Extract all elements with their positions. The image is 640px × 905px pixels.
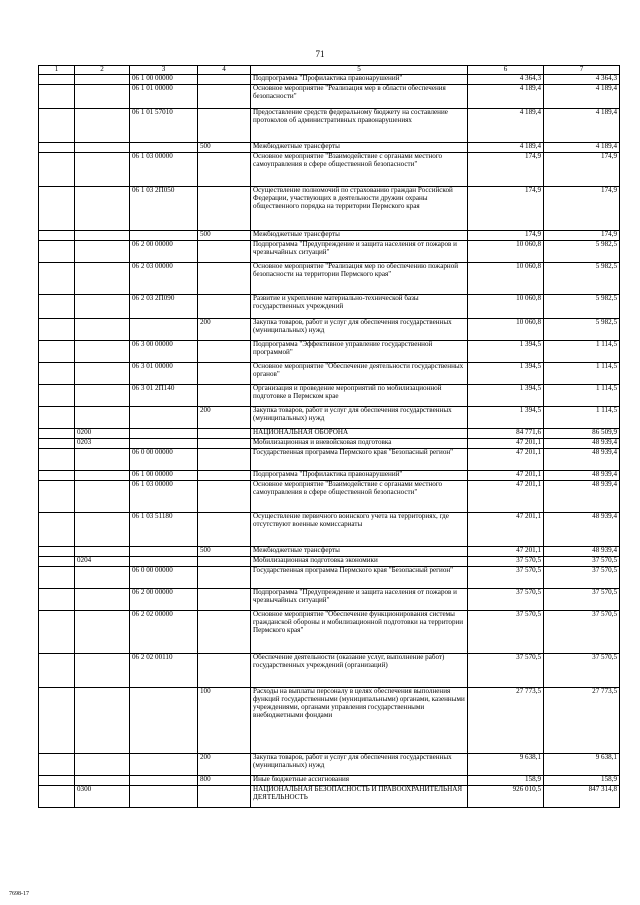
table-cell-col5: Предоставление средств федеральному бюджету на составление протоколов об административных правонарушениях: [251, 109, 468, 143]
table-cell-col5: Основное мероприятие "Взаимодействие с органами местного самоуправления в сфере общественной безопасности": [251, 481, 468, 513]
table-cell-col7: 5 982,5: [544, 263, 620, 295]
table-cell-col3: 06 1 01 57010: [130, 109, 198, 143]
table-cell-col5: Иные бюджетные ассигнования: [251, 776, 468, 786]
table-cell-col4: 100: [198, 688, 251, 754]
table-cell-col4: [198, 363, 251, 385]
table-cell-col6: 37 570,5: [468, 567, 544, 589]
table-cell-col6: 47 201,1: [468, 513, 544, 547]
table-cell-col2: [75, 547, 130, 557]
table-cell-col1: [39, 75, 75, 85]
table-row: [39, 363, 620, 385]
column-header: 1: [39, 66, 75, 75]
table-cell-col4: [198, 241, 251, 263]
table-cell-col5: Межбюджетные трансферты: [251, 231, 468, 241]
table-cell-col2: [75, 109, 130, 143]
table-cell-col2: [75, 363, 130, 385]
table-cell-col3: 06 0 00 00000: [130, 567, 198, 589]
table-row: [39, 75, 620, 85]
table-cell-col4: [198, 429, 251, 439]
table-cell-col7: 37 570,5: [544, 654, 620, 688]
table-cell-col5: Межбюджетные трансферты: [251, 547, 468, 557]
table-cell-col3: 06 2 02 00000: [130, 611, 198, 654]
table-cell-col1: [39, 263, 75, 295]
table-cell-col6: 37 570,5: [468, 589, 544, 611]
table-body: [39, 75, 620, 808]
table-cell-col5: Расходы на выплаты персоналу в целях обеспечения выполнения функций государственными (муниципальными) органами, казенными учреждениями, органами управления государственными внебюджетными фондами: [251, 688, 468, 754]
table-cell-col1: [39, 786, 75, 808]
table-cell-col7: 847 314,8: [544, 786, 620, 808]
page-number: 71: [315, 49, 325, 59]
table-cell-col7: 48 939,4: [544, 513, 620, 547]
budget-table: [38, 65, 620, 808]
table-cell-col6: 37 570,5: [468, 654, 544, 688]
table-cell-col2: [75, 75, 130, 85]
table-cell-col5: Основное мероприятие "Взаимодействие с органами местного самоуправления в сфере общественной безопасности": [251, 153, 468, 187]
table-cell-col5: Осуществление полномочий по страхованию граждан Российской Федерации, участвующих в деятельности дружин охраны общественного порядка на территории Пермского края: [251, 187, 468, 231]
column-header: 3: [130, 66, 198, 75]
table-cell-col5: Государственная программа Пермского края "Безопасный регион": [251, 567, 468, 589]
table-cell-col6: 9 638,1: [468, 754, 544, 776]
table-row: [39, 481, 620, 513]
table-cell-col5: Подпрограмма "Предупреждение и защита населения от пожаров и чрезвычайных ситуаций": [251, 241, 468, 263]
table-cell-col3: 06 2 03 2П090: [130, 295, 198, 319]
table-cell-col4: [198, 187, 251, 231]
table-cell-col7: 5 982,5: [544, 241, 620, 263]
table-cell-col7: 158,9: [544, 776, 620, 786]
table-cell-col5: Основное мероприятие "Обеспечение деятельности государственных органов": [251, 363, 468, 385]
table-cell-col2: [75, 385, 130, 407]
table-cell-col4: [198, 611, 251, 654]
table-cell-col6: 1 394,5: [468, 363, 544, 385]
table-cell-col3: [130, 429, 198, 439]
table-row: [39, 654, 620, 688]
table-cell-col5: Обеспечение деятельности (оказание услуг, выполнение работ) государственных учреждений (организаций): [251, 654, 468, 688]
table-cell-col5: Организация и проведение мероприятий по мобилизационной подготовке в Пермском крае: [251, 385, 468, 407]
table-cell-col4: 200: [198, 407, 251, 429]
table-cell-col2: [75, 567, 130, 589]
table-cell-col2: [75, 654, 130, 688]
table-row: [39, 439, 620, 449]
table-cell-col3: [130, 754, 198, 776]
table-cell-col7: 48 939,4: [544, 449, 620, 471]
table-cell-col6: 37 570,5: [468, 557, 544, 567]
table-cell-col6: 47 201,1: [468, 439, 544, 449]
table-cell-col2: [75, 688, 130, 754]
table-cell-col3: [130, 407, 198, 429]
table-cell-col2: [75, 85, 130, 109]
table-cell-col7: 37 570,5: [544, 557, 620, 567]
table-cell-col6: 174,9: [468, 231, 544, 241]
column-header: 5: [251, 66, 468, 75]
table-cell-col2: [75, 754, 130, 776]
table-cell-col6: 1 394,5: [468, 341, 544, 363]
table-cell-col2: [75, 471, 130, 481]
table-cell-col7: 37 570,5: [544, 611, 620, 654]
table-header-row: [39, 66, 620, 75]
table-row: [39, 688, 620, 754]
table-cell-col6: 158,9: [468, 776, 544, 786]
table-cell-col3: [130, 231, 198, 241]
table-cell-col5: Подпрограмма "Предупреждение и защита населения от пожаров и чрезвычайных ситуаций": [251, 589, 468, 611]
table-cell-col2: 0203: [75, 439, 130, 449]
table-cell-col2: [75, 407, 130, 429]
table-cell-col4: [198, 567, 251, 589]
table-cell-col3: 06 1 00 00000: [130, 75, 198, 85]
table-cell-col4: 500: [198, 547, 251, 557]
table-cell-col7: 174,9: [544, 153, 620, 187]
table-row: [39, 589, 620, 611]
table-cell-col7: 48 939,4: [544, 547, 620, 557]
table-cell-col5: Подпрограмма "Эффективное управление государственной программой": [251, 341, 468, 363]
table-cell-col3: [130, 143, 198, 153]
table-row: [39, 754, 620, 776]
table-cell-col7: 1 114,5: [544, 407, 620, 429]
table-cell-col5: НАЦИОНАЛЬНАЯ БЕЗОПАСНОСТЬ И ПРАВООХРАНИТЕЛЬНАЯ ДЕЯТЕЛЬНОСТЬ: [251, 786, 468, 808]
table-cell-col1: [39, 143, 75, 153]
table-cell-col7: 174,9: [544, 187, 620, 231]
table-row: [39, 241, 620, 263]
table-cell-col4: 800: [198, 776, 251, 786]
table-cell-col1: [39, 231, 75, 241]
table-cell-col1: [39, 319, 75, 341]
table-cell-col1: [39, 547, 75, 557]
table-cell-col2: [75, 611, 130, 654]
table-cell-col4: [198, 85, 251, 109]
table-cell-col3: 06 3 01 2П140: [130, 385, 198, 407]
table-cell-col1: [39, 567, 75, 589]
table-cell-col6: 47 201,1: [468, 547, 544, 557]
table-cell-col3: [130, 319, 198, 341]
table-cell-col5: Основное мероприятие "Реализация мер по обеспечению пожарной безопасности на территории Пермского края": [251, 263, 468, 295]
table-cell-col2: [75, 589, 130, 611]
table-cell-col3: 06 0 00 00000: [130, 449, 198, 471]
table-cell-col6: 1 394,5: [468, 385, 544, 407]
table-cell-col2: [75, 143, 130, 153]
table-cell-col5: Закупка товаров, работ и услуг для обеспечения государственных (муниципальных) нужд: [251, 754, 468, 776]
column-header: 7: [544, 66, 620, 75]
table-cell-col7: 48 939,4: [544, 471, 620, 481]
table-cell-col7: 5 982,5: [544, 295, 620, 319]
table-row: [39, 143, 620, 153]
table-cell-col4: [198, 109, 251, 143]
table-row: [39, 547, 620, 557]
table-cell-col7: 86 509,9: [544, 429, 620, 439]
table-cell-col3: 06 1 00 00000: [130, 471, 198, 481]
table-cell-col3: 06 3 00 00000: [130, 341, 198, 363]
table-cell-col7: 37 570,5: [544, 589, 620, 611]
table-cell-col2: [75, 481, 130, 513]
table-cell-col1: [39, 611, 75, 654]
table-row: [39, 513, 620, 547]
table-cell-col2: [75, 295, 130, 319]
column-header: 6: [468, 66, 544, 75]
table-cell-col4: 200: [198, 319, 251, 341]
table-cell-col4: [198, 263, 251, 295]
table-cell-col7: 48 939,4: [544, 439, 620, 449]
table-cell-col3: [130, 547, 198, 557]
table-cell-col2: 0300: [75, 786, 130, 808]
table-cell-col3: [130, 786, 198, 808]
table-cell-col6: 4 189,4: [468, 85, 544, 109]
table-cell-col6: 10 060,8: [468, 263, 544, 295]
table-cell-col3: 06 2 00 00000: [130, 241, 198, 263]
table-cell-col3: 06 1 03 00000: [130, 481, 198, 513]
table-row: [39, 187, 620, 231]
table-cell-col7: 27 773,5: [544, 688, 620, 754]
table-row: [39, 153, 620, 187]
table-cell-col5: Подпрограмма "Профилактика правонарушений": [251, 471, 468, 481]
table-row: [39, 109, 620, 143]
table-cell-col2: [75, 263, 130, 295]
table-cell-col1: [39, 187, 75, 231]
table-cell-col1: [39, 429, 75, 439]
table-cell-col2: [75, 513, 130, 547]
table-cell-col3: 06 3 01 00000: [130, 363, 198, 385]
table-cell-col4: [198, 341, 251, 363]
table-cell-col1: [39, 481, 75, 513]
table-cell-col1: [39, 654, 75, 688]
column-header: 4: [198, 66, 251, 75]
table-cell-col1: [39, 241, 75, 263]
table-cell-col5: Подпрограмма "Профилактика правонарушений": [251, 75, 468, 85]
table-row: [39, 611, 620, 654]
table-cell-col4: [198, 75, 251, 85]
table-cell-col1: [39, 385, 75, 407]
table-row: [39, 449, 620, 471]
table-row: [39, 385, 620, 407]
table-cell-col3: 06 1 03 00000: [130, 153, 198, 187]
table-cell-col6: 47 201,1: [468, 471, 544, 481]
table-cell-col3: 06 2 02 00110: [130, 654, 198, 688]
table-cell-col1: [39, 295, 75, 319]
table-cell-col6: 47 201,1: [468, 481, 544, 513]
table-cell-col5: Мобилизационная и вневойсковая подготовка: [251, 439, 468, 449]
table-cell-col6: 84 771,6: [468, 429, 544, 439]
footer-code: 7698-17: [9, 891, 29, 897]
table-cell-col4: [198, 513, 251, 547]
table-cell-col6: 1 394,5: [468, 407, 544, 429]
table-cell-col1: [39, 557, 75, 567]
table-cell-col6: 4 189,4: [468, 143, 544, 153]
table-cell-col6: 10 060,8: [468, 295, 544, 319]
column-header: 2: [75, 66, 130, 75]
table-cell-col7: 1 114,5: [544, 341, 620, 363]
table-cell-col4: [198, 439, 251, 449]
table-row: [39, 471, 620, 481]
table-cell-col7: 4 189,4: [544, 143, 620, 153]
table-cell-col2: [75, 187, 130, 231]
table-cell-col3: 06 1 03 2П050: [130, 187, 198, 231]
table-cell-col1: [39, 776, 75, 786]
table-cell-col4: [198, 557, 251, 567]
table-cell-col1: [39, 688, 75, 754]
table-cell-col6: 4 189,4: [468, 109, 544, 143]
table-cell-col3: 06 1 01 00000: [130, 85, 198, 109]
table-cell-col6: 47 201,1: [468, 449, 544, 471]
table-cell-col4: [198, 153, 251, 187]
table-cell-col7: 174,9: [544, 231, 620, 241]
table-row: [39, 295, 620, 319]
table-cell-col4: [198, 589, 251, 611]
table-row: [39, 263, 620, 295]
table-cell-col6: 4 364,3: [468, 75, 544, 85]
table-cell-col5: Мобилизационная подготовка экономики: [251, 557, 468, 567]
table-cell-col5: Основное мероприятие "Обеспечение функционирования системы гражданской обороны и мобилизационной подготовки на территории Пермского края": [251, 611, 468, 654]
table-cell-col1: [39, 153, 75, 187]
table-cell-col3: [130, 776, 198, 786]
table-cell-col1: [39, 363, 75, 385]
table-row: [39, 776, 620, 786]
table-cell-col1: [39, 513, 75, 547]
table-cell-col2: [75, 153, 130, 187]
table-cell-col4: [198, 786, 251, 808]
table-cell-col6: 10 060,8: [468, 319, 544, 341]
table-cell-col7: 4 189,4: [544, 109, 620, 143]
table-cell-col4: [198, 481, 251, 513]
table-cell-col4: [198, 449, 251, 471]
table-row: [39, 567, 620, 589]
table-cell-col6: 174,9: [468, 187, 544, 231]
table-row: [39, 557, 620, 567]
table-cell-col7: 1 114,5: [544, 363, 620, 385]
table-cell-col5: Межбюджетные трансферты: [251, 143, 468, 153]
table-row: [39, 319, 620, 341]
table-cell-col6: 37 570,5: [468, 611, 544, 654]
table-cell-col6: 10 060,8: [468, 241, 544, 263]
table-row: [39, 429, 620, 439]
table-cell-col1: [39, 449, 75, 471]
table-row: [39, 407, 620, 429]
table-cell-col6: 27 773,5: [468, 688, 544, 754]
table-cell-col2: [75, 776, 130, 786]
table-cell-col5: Осуществление первичного воинского учета на территориях, где отсутствуют военные комиссариаты: [251, 513, 468, 547]
table-cell-col7: 37 570,5: [544, 567, 620, 589]
table-cell-col1: [39, 341, 75, 363]
table-cell-col4: [198, 654, 251, 688]
table-row: [39, 786, 620, 808]
table-cell-col5: Закупка товаров, работ и услуг для обеспечения государственных (муниципальных) нужд: [251, 407, 468, 429]
table-cell-col1: [39, 85, 75, 109]
table-row: [39, 341, 620, 363]
table-cell-col3: 06 1 03 51180: [130, 513, 198, 547]
table-cell-col3: 06 2 00 00000: [130, 589, 198, 611]
table-cell-col4: [198, 295, 251, 319]
table-cell-col6: 926 010,5: [468, 786, 544, 808]
table-cell-col7: 48 939,4: [544, 481, 620, 513]
table-cell-col5: НАЦИОНАЛЬНАЯ ОБОРОНА: [251, 429, 468, 439]
table-cell-col3: [130, 439, 198, 449]
table-cell-col4: 200: [198, 754, 251, 776]
table-cell-col1: [39, 407, 75, 429]
table-cell-col2: [75, 241, 130, 263]
table-cell-col5: Развитие и укрепление материально-технической базы государственных учреждений: [251, 295, 468, 319]
table-cell-col7: 4 364,3: [544, 75, 620, 85]
table-cell-col1: [39, 439, 75, 449]
table-cell-col2: [75, 319, 130, 341]
table-cell-col4: [198, 471, 251, 481]
table-cell-col3: [130, 557, 198, 567]
table-cell-col1: [39, 471, 75, 481]
table-cell-col2: 0204: [75, 557, 130, 567]
table-cell-col1: [39, 109, 75, 143]
table-cell-col7: 1 114,5: [544, 385, 620, 407]
table-cell-col4: 500: [198, 231, 251, 241]
table-cell-col1: [39, 589, 75, 611]
table-cell-col7: 9 638,1: [544, 754, 620, 776]
table-row: [39, 85, 620, 109]
table-cell-col2: [75, 231, 130, 241]
table-cell-col4: [198, 385, 251, 407]
table-cell-col5: Основное мероприятие "Реализация мер в области обеспечения безопасности": [251, 85, 468, 109]
table-cell-col5: Государственная программа Пермского края "Безопасный регион": [251, 449, 468, 471]
table-cell-col5: Закупка товаров, работ и услуг для обеспечения государственных (муниципальных) нужд: [251, 319, 468, 341]
table-row: [39, 231, 620, 241]
table-cell-col1: [39, 754, 75, 776]
table-cell-col4: 500: [198, 143, 251, 153]
table-cell-col6: 174,9: [468, 153, 544, 187]
table-cell-col3: [130, 688, 198, 754]
table-cell-col7: 5 982,5: [544, 319, 620, 341]
table-cell-col7: 4 189,4: [544, 85, 620, 109]
table-cell-col2: [75, 341, 130, 363]
table-cell-col2: 0200: [75, 429, 130, 439]
table-cell-col2: [75, 449, 130, 471]
table-cell-col3: 06 2 03 00000: [130, 263, 198, 295]
